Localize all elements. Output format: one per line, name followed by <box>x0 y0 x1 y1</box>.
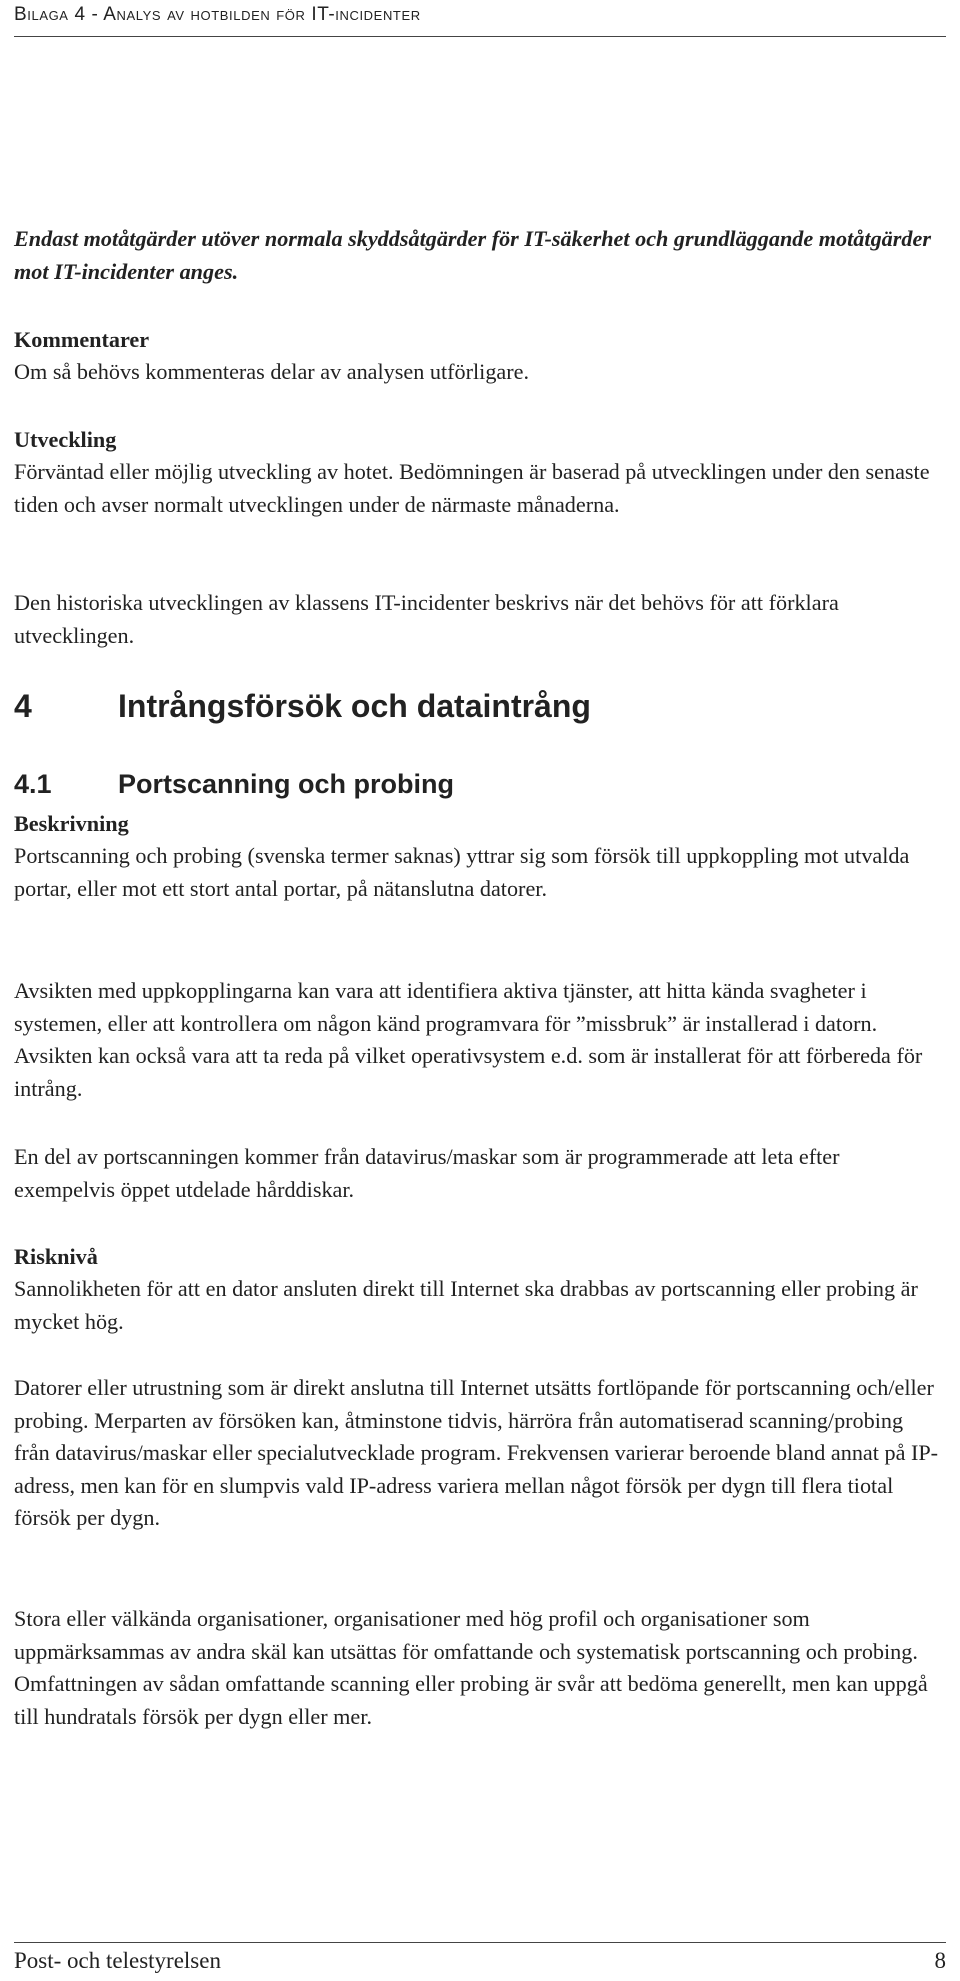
page-number: 8 <box>934 1948 946 1973</box>
description-heading: Beskrivning <box>14 811 129 836</box>
section-heading <box>14 688 591 725</box>
page-header <box>14 0 946 37</box>
page-footer <box>14 1942 946 1973</box>
description-paragraph-2: Avsikten med uppkopplingarna kan vara att identifiera aktiva tjänster, att hitta kända svagheter i systemen, eller att kontrollera om någon känd programvara för ”missbruk” är installerad i datorn. Avsikten kan också vara att ta reda på vilket operativsystem e.d. som är installerat för att förbereda för intrång. <box>14 978 923 1101</box>
comments-heading: Kommentarer <box>14 327 150 352</box>
subsection-title: Portscanning och probing <box>118 769 454 799</box>
risk-heading: Risknivå <box>14 1244 98 1269</box>
section-number: 4 <box>14 688 32 724</box>
description-paragraph-1: Portscanning och probing (svenska termer saknas) yttrar sig som försök till uppkoppling mot utvalda portar, eller mot ett stort antal portar, på nätanslutna datorer. <box>14 843 910 901</box>
intro-note: Endast motåtgärder utöver normala skyddsåtgärder för IT-säkerhet och grundläggande motåtgärder mot IT-incidenter anges. <box>14 226 931 284</box>
subsection-heading <box>14 769 454 800</box>
header-title: Bilaga 4 - Analys av hotbilden för IT-incidenter <box>14 4 421 25</box>
comments-text: Om så behövs kommenteras delar av analysen utförligare. <box>14 359 530 384</box>
risk-paragraph-2: Datorer eller utrustning som är direkt anslutna till Internet utsätts fortlöpande för portscanning och/eller probing. Merparten av försöken kan, åtminstone tidvis, härröra från automatiserad scanning/probing från datavirus/maskar eller specialutvecklade program. Frekvensen varierar beroende bland annat på IP-adress, men kan för en slumpvis vald IP-adress variera mellan något försök per dygn till flera tiotal försök per dygn. <box>14 1375 939 1530</box>
subsection-number: 4.1 <box>14 769 52 799</box>
development-history: Den historiska utvecklingen av klassens IT-incidenter beskrivs när det behövs för att förklara utvecklingen. <box>14 590 839 648</box>
section-title: Intrångsförsök och dataintrång <box>118 688 591 724</box>
development-text: Förväntad eller möjlig utveckling av hotet. Bedömningen är baserad på utvecklingen under den senaste tiden och avser normalt utvecklingen under de närmaste månaderna. <box>14 459 930 517</box>
risk-paragraph-3: Stora eller välkända organisationer, organisationer med hög profil och organisationer som uppmärksammas av andra skäl kan utsättas för omfattande och systematisk portscanning och probing. Omfattningen av sådan omfattande scanning eller probing är svår att bedöma generellt, men kan uppgå till hundratals försök per dygn eller mer. <box>14 1606 928 1729</box>
development-heading: Utveckling <box>14 427 117 452</box>
description-paragraph-3: En del av portscanningen kommer från datavirus/maskar som är programmerade att leta efter exempelvis öppet utdelade hårddiskar. <box>14 1144 840 1202</box>
risk-paragraph-1: Sannolikheten för att en dator ansluten direkt till Internet ska drabbas av portscanning eller probing är mycket hög. <box>14 1276 918 1334</box>
footer-publisher: Post- och telestyrelsen <box>14 1948 221 1973</box>
